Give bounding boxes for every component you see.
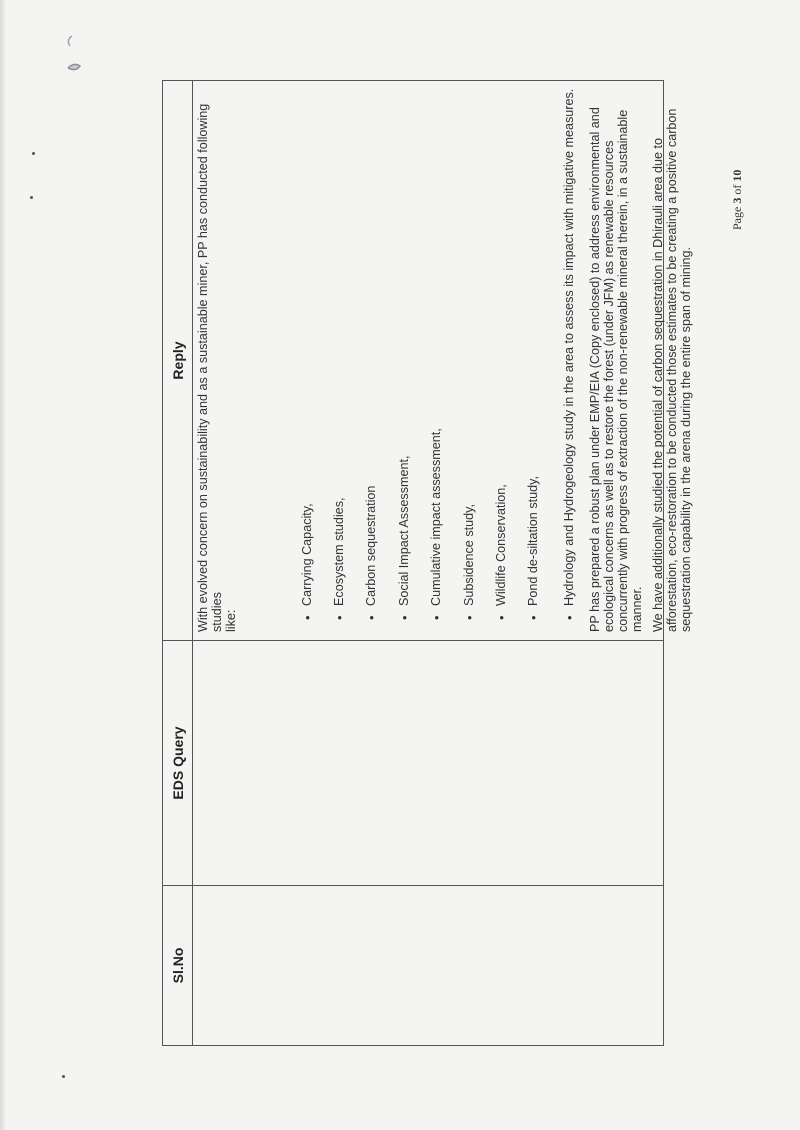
studies-list bbox=[246, 87, 577, 632]
list-item: • Ecosystem studies, bbox=[314, 87, 346, 618]
reply-intro-continued: like: bbox=[223, 609, 238, 632]
list-item: • Hydrology and Hydrogeology study in the area to assess its impact with mitigative measures. bbox=[541, 87, 577, 618]
reply-paragraph-emp: PP has prepared a robust plan under EMP/EIA (Copy enclosed) to address environmental and ecological concerns as well as to restore the forest (under JFM) as renewable resources concurrently with progress of extraction of the non-renewable mineral therein, in a sustainable manner. bbox=[588, 107, 644, 632]
list-item: • Pond de-siltation study, bbox=[509, 87, 541, 618]
list-item: • Carrying Capacity, bbox=[246, 87, 314, 618]
reply-intro: With evolved concern on sustainability and as a sustainable miner, PP has conducted following studies bbox=[196, 103, 224, 632]
reply-paragraph-carbon: We have additionally studied the potential of carbon sequestration in Dhirauli area due to afforestation, eco-restoration to be conducted those estimates to be creating a positive carbon sequestration capability in the arena during the entire span of mining. bbox=[651, 108, 693, 632]
list-item: • Wildlife Conservation, bbox=[476, 87, 508, 618]
reply-cell bbox=[193, 81, 694, 640]
page-number: Page 3 of 10 bbox=[730, 169, 744, 230]
sl-no-header: Sl.No bbox=[163, 886, 193, 1045]
sl-no-column bbox=[163, 885, 663, 1045]
eds-query-header: EDS Query bbox=[163, 641, 193, 885]
reply-header: Reply bbox=[163, 81, 193, 640]
list-item: • Subsidence study, bbox=[444, 87, 476, 618]
eds-reply-table bbox=[162, 80, 693, 1046]
list-item: • Social Impact Assessment, bbox=[379, 87, 411, 618]
list-item: • Carbon sequestration bbox=[347, 87, 379, 618]
list-item: • Cumulative impact assessment, bbox=[412, 87, 444, 618]
reply-column bbox=[163, 81, 693, 640]
eds-query-column bbox=[163, 640, 663, 885]
